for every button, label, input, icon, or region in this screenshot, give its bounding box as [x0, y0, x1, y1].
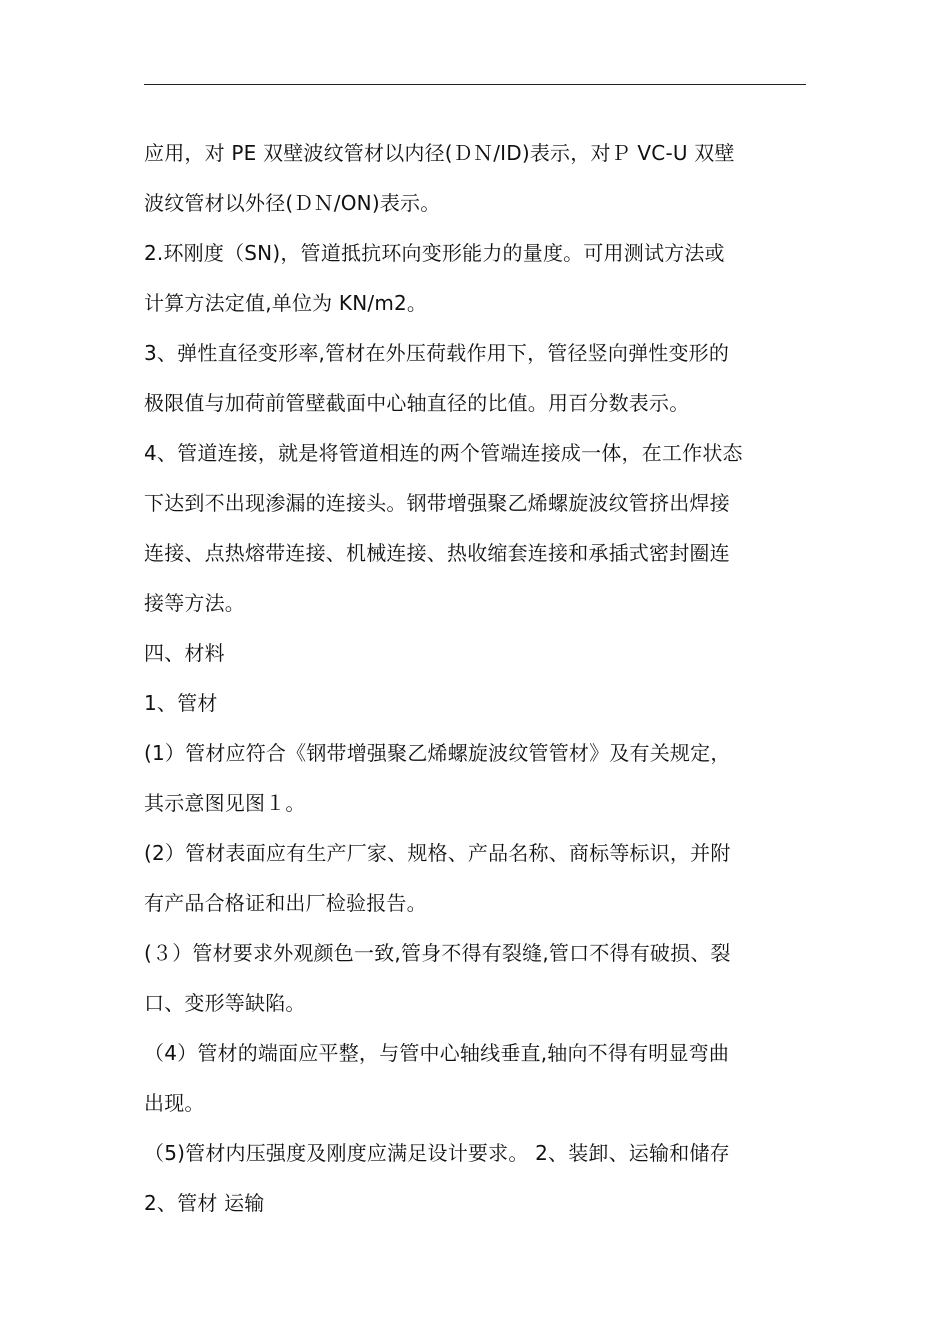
text-line: 有产品合格证和出厂检验报告。	[144, 891, 427, 915]
text-line: 应用，对 PE 双壁波纹管材以内径(ＤＮ/ID)表示，对Ｐ VC-U 双壁	[144, 141, 735, 165]
text-line: 2、管材 运输	[144, 1191, 265, 1215]
text-line: 出现。	[144, 1091, 205, 1115]
subsection-heading: 1、管材	[144, 691, 218, 715]
text-line: 波纹管材以外径(ＤＮ/ON)表示。	[144, 191, 441, 215]
text-line: 计算方法定值,单位为 KN/m2。	[144, 291, 428, 315]
text-line: (３）管材要求外观颜色一致,管身不得有裂缝,管口不得有破损、裂	[144, 941, 731, 965]
text-line: 口、变形等缺陷。	[144, 991, 306, 1015]
text-line: 4、管道连接，就是将管道相连的两个管端连接成一体，在工作状态	[144, 441, 743, 465]
text-line: 下达到不出现渗漏的连接头。钢带增强聚乙烯螺旋波纹管挤出焊接	[144, 491, 730, 515]
section-heading: 四、材料	[144, 641, 225, 665]
text-line: 接等方法。	[144, 591, 245, 615]
text-line: 2.环刚度（SN)，管道抵抗环向变形能力的量度。可用测试方法或	[144, 241, 725, 265]
text-line: (2）管材表面应有生产厂家、规格、产品名称、商标等标识，并附	[144, 841, 731, 865]
header-rule	[144, 84, 806, 85]
document-body	[144, 128, 808, 1228]
text-line: 3、弹性直径变形率,管材在外压荷载作用下，管径竖向弹性变形的	[144, 341, 730, 365]
text-line: （5)管材内压强度及刚度应满足设计要求。 2、装卸、运输和储存	[144, 1141, 730, 1165]
text-line: （4）管材的端面应平整，与管中心轴线垂直,轴向不得有明显弯曲	[144, 1041, 730, 1065]
text-line: 连接、点热熔带连接、机械连接、热收缩套连接和承插式密封圈连	[144, 541, 730, 565]
text-line: (1）管材应符合《钢带增强聚乙烯螺旋波纹管管材》及有关规定，	[144, 741, 731, 765]
text-line: 其示意图见图１。	[144, 791, 306, 815]
text-line: 极限值与加荷前管壁截面中心轴直径的比值。用百分数表示。	[144, 391, 690, 415]
